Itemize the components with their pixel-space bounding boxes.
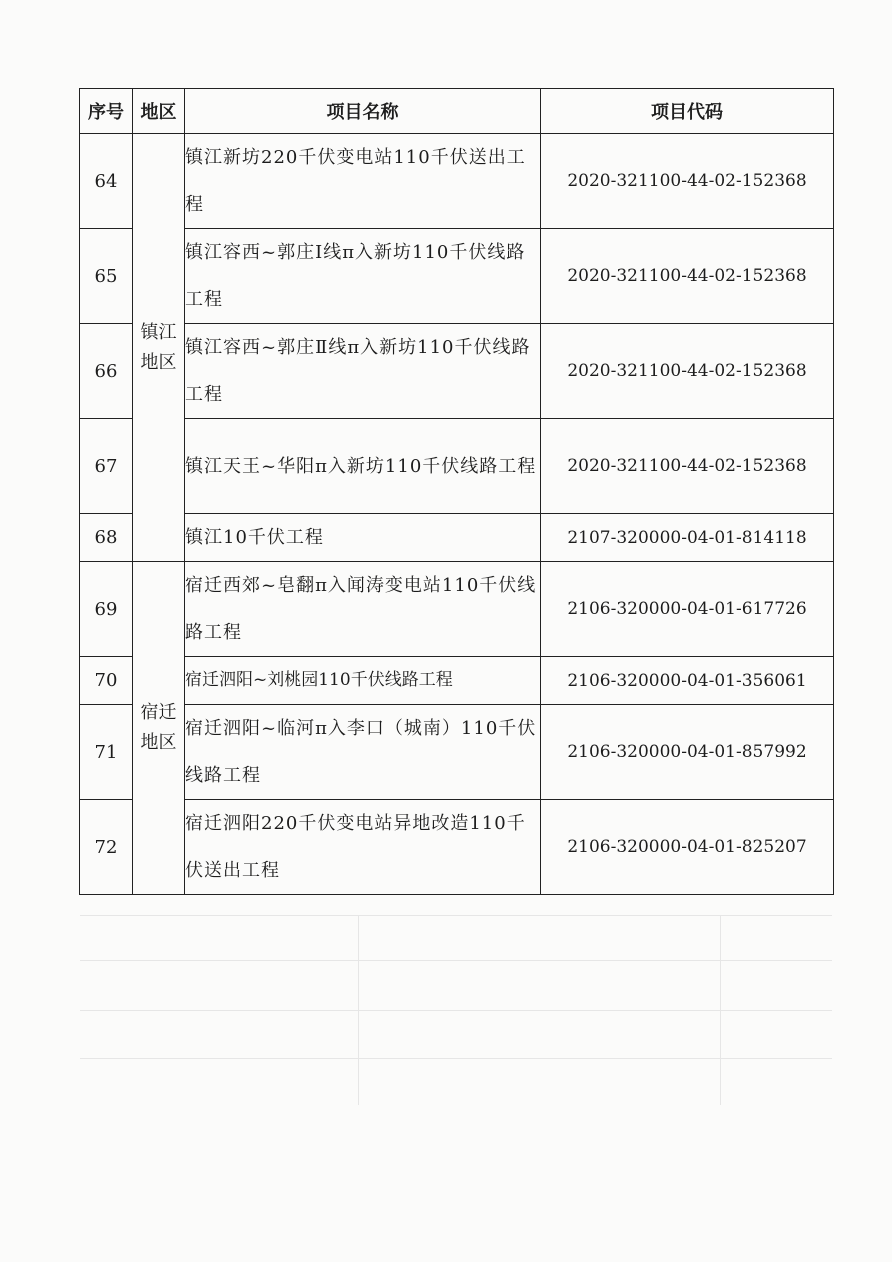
region-label: 宿迁 (140, 702, 177, 723)
row-seq: 68 (80, 514, 133, 562)
header-name: 项目名称 (185, 89, 541, 134)
row-name: 镇江新坊220千伏变电站110千伏送出工程 (185, 134, 541, 229)
row-code: 2106-320000-04-01-825207 (541, 800, 834, 895)
table-row (80, 229, 834, 324)
table-row (80, 134, 834, 229)
row-seq: 70 (80, 657, 133, 705)
row-name: 镇江容西~郭庄Ⅰ线π入新坊110千伏线路工程 (185, 229, 541, 324)
row-seq: 64 (80, 134, 133, 229)
row-code: 2020-321100-44-02-152368 (541, 134, 834, 229)
row-seq: 65 (80, 229, 133, 324)
region-cell-suqian (133, 562, 185, 895)
header-seq: 序号 (80, 89, 133, 134)
table-row (80, 657, 834, 705)
region-label: 地区 (140, 351, 177, 373)
row-seq: 71 (80, 705, 133, 800)
table-row (80, 514, 834, 562)
row-seq: 72 (80, 800, 133, 895)
row-code: 2020-321100-44-02-152368 (541, 229, 834, 324)
row-seq: 66 (80, 324, 133, 419)
table-row (80, 562, 834, 657)
row-name: 镇江天王~华阳π入新坊110千伏线路工程 (185, 419, 541, 514)
show-through-line (358, 915, 359, 1105)
row-code: 2106-320000-04-01-617726 (541, 562, 834, 657)
project-table (79, 88, 834, 895)
table-row (80, 419, 834, 514)
row-name: 宿迁西郊~皂翻π入闻涛变电站110千伏线路工程 (185, 562, 541, 657)
region-label: 地区 (140, 732, 177, 753)
row-seq: 67 (80, 419, 133, 514)
row-code: 2106-320000-04-01-857992 (541, 705, 834, 800)
row-seq: 69 (80, 562, 133, 657)
table-row (80, 705, 834, 800)
region-cell-zhenjiang (133, 134, 185, 562)
row-code: 2107-320000-04-01-814118 (541, 514, 834, 562)
row-name: 镇江10千伏工程 (185, 514, 541, 562)
row-code: 2020-321100-44-02-152368 (541, 324, 834, 419)
header-code: 项目代码 (541, 89, 834, 134)
table-header-row (80, 89, 834, 134)
table-row (80, 324, 834, 419)
row-code: 2020-321100-44-02-152368 (541, 419, 834, 514)
header-region: 地区 (133, 89, 185, 134)
table-row (80, 800, 834, 895)
row-name: 镇江容西~郭庄Ⅱ线π入新坊110千伏线路工程 (185, 324, 541, 419)
row-name: 宿迁泗阳220千伏变电站异地改造110千伏送出工程 (185, 800, 541, 895)
row-name: 宿迁泗阳~刘桃园110千伏线路工程 (185, 657, 541, 705)
region-label: 镇江 (140, 321, 177, 343)
row-name: 宿迁泗阳~临河π入李口（城南）110千伏线路工程 (185, 705, 541, 800)
show-through-line (720, 915, 721, 1105)
row-code: 2106-320000-04-01-356061 (541, 657, 834, 705)
